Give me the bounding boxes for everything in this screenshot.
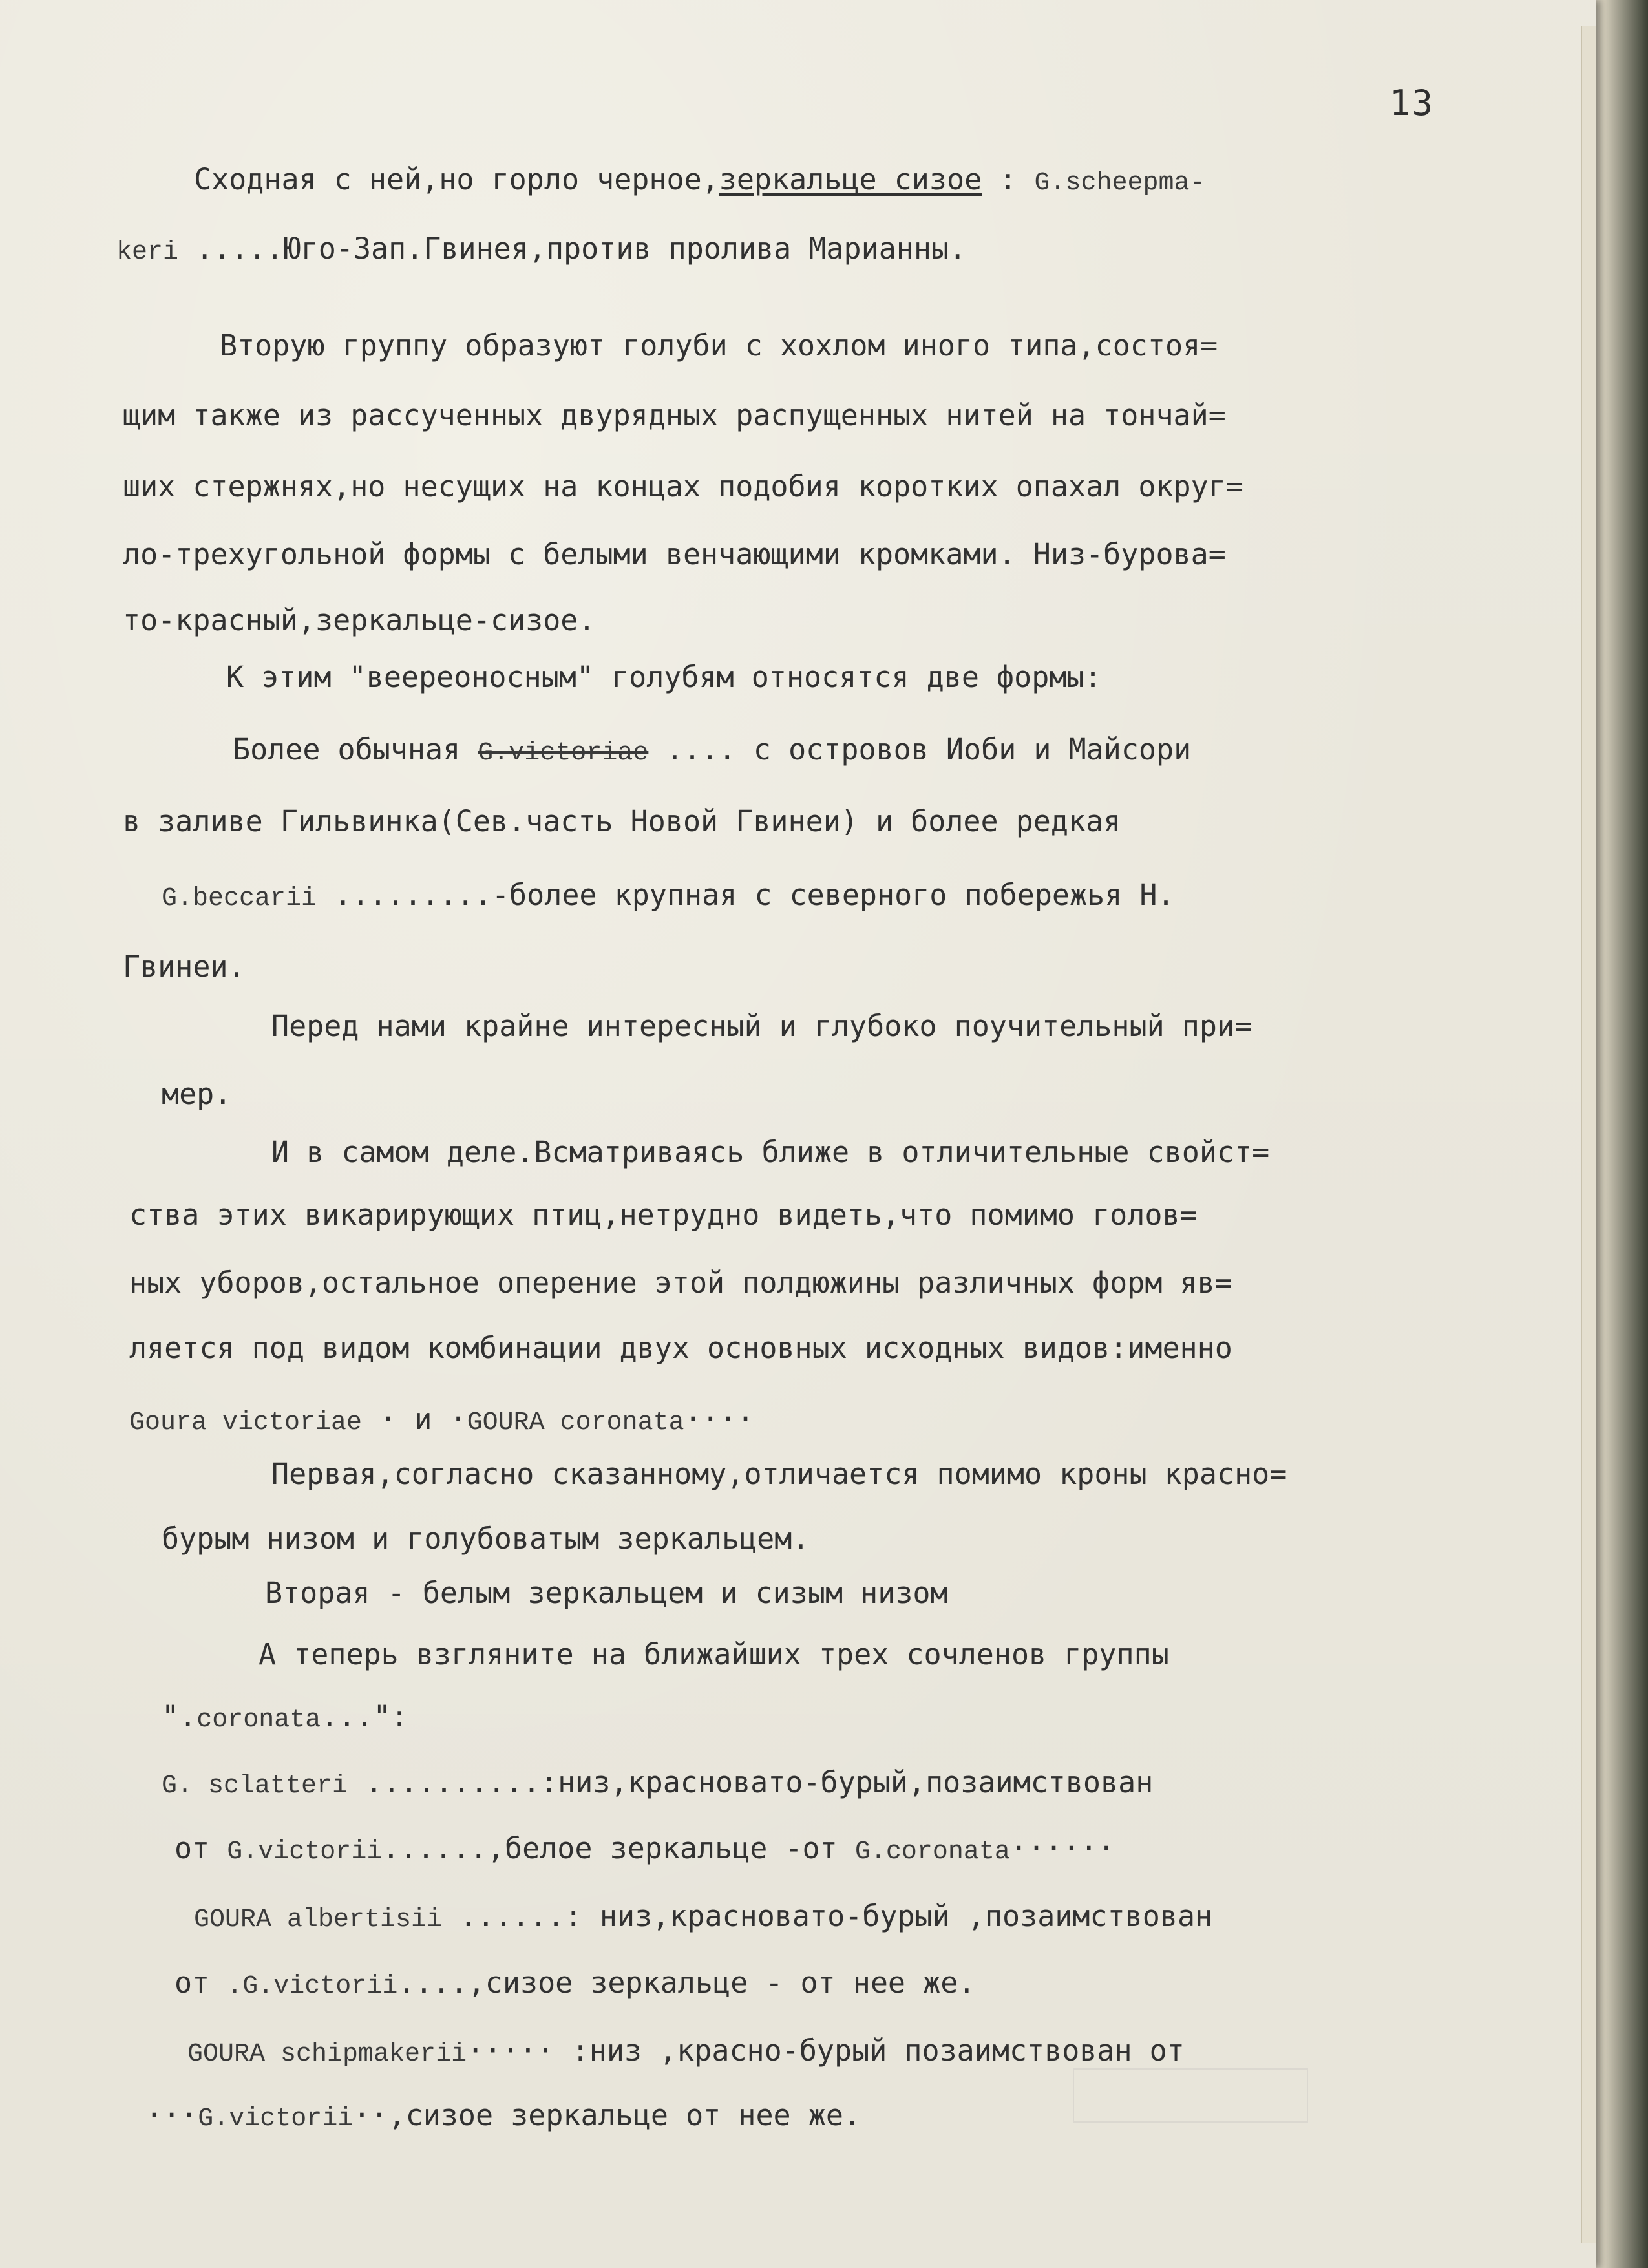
text-line-15: И в самом деле.Всматриваясь ближе в отличительные свойст= bbox=[271, 1135, 1270, 1169]
text-line-14: мер. bbox=[162, 1077, 232, 1111]
page-edge bbox=[1581, 26, 1596, 2243]
text-line-24: ".coronata...": bbox=[162, 1699, 408, 1735]
text-line-9: Более обычная G.victoriae .... с островов Иоби и Майсори bbox=[233, 732, 1192, 768]
faint-stamp bbox=[1073, 2068, 1308, 2123]
text-line-16: ства этих викарирующих птиц,нетрудно видеть,что помимо голов= bbox=[129, 1198, 1198, 1232]
text-line-18: ляется под видом комбинации двух основных исходных видов:именно bbox=[129, 1331, 1232, 1365]
text-line-27: GOURA albertisii ......: низ,красновато-бурый ,позаимствован bbox=[194, 1899, 1213, 1934]
text-line-7: то-красный,зеркальце-сизое. bbox=[123, 603, 596, 637]
text-line-17: ных уборов,остальное оперение этой полдюжины различных форм яв= bbox=[129, 1266, 1232, 1300]
text-line-20: Первая,согласно сказанному,отличается помимо кроны красно= bbox=[271, 1457, 1287, 1491]
page-number: 13 bbox=[1389, 83, 1435, 123]
text-line-5: ших стержнях,но несущих на концах подобия коротких опахал округ= bbox=[123, 469, 1243, 503]
text-line-3: Вторую группу образуют голуби с хохлом иного типа,состоя= bbox=[220, 328, 1218, 363]
text-line-26: от G.victorii......,белое зеркальце -от G.coronata······ bbox=[174, 1831, 1115, 1867]
text-line-6: ло-трехугольной формы с белыми венчающими кромками. Низ-бурова= bbox=[123, 537, 1226, 571]
text-line-19: Goura victoriae · и ·GOURA coronata···· bbox=[129, 1402, 755, 1437]
text-line-21: бурым низом и голубоватым зеркальцем. bbox=[162, 1521, 810, 1556]
text-line-29: GOURA schipmakerii····· :низ ,красно-бурый позаимствован от bbox=[187, 2033, 1185, 2069]
text-line-1: Сходная с ней,но горло черное,зеркальце сизое : G.scheepma- bbox=[194, 162, 1205, 198]
text-line-13: Перед нами крайне интересный и глубоко поучительный при= bbox=[271, 1009, 1252, 1043]
text-line-8: К этим "веереоносным" голубям относятся две формы: bbox=[226, 660, 1102, 694]
text-line-10: в заливе Гильвинка(Сев.часть Новой Гвинеи) и более редкая bbox=[123, 804, 1121, 838]
text-line-28: от .G.victorii....,сизое зеркальце - от нее же. bbox=[174, 1966, 976, 2001]
text-line-2: keri .....Юго-Зап.Гвинея,против пролива Марианны. bbox=[116, 231, 967, 267]
text-line-25: G. sclatteri ..........:низ,красновато-бурый,позаимствован bbox=[162, 1765, 1154, 1801]
text-line-22: Вторая - белым зеркальцем и сизым низом bbox=[265, 1576, 948, 1610]
text-line-12: Гвинеи. bbox=[123, 949, 246, 984]
text-line-23: А теперь взгляните на ближайших трех сочленов группы bbox=[259, 1637, 1169, 1671]
text-line-11: G.beccarii .........-более крупная с северного побережья Н. bbox=[162, 878, 1175, 913]
text-line-4: щим также из рассученных двурядных распущенных нитей на тончай= bbox=[123, 398, 1226, 432]
text-line-30: ···G.victorii··,сизое зеркальце от нее же. bbox=[145, 2098, 861, 2134]
